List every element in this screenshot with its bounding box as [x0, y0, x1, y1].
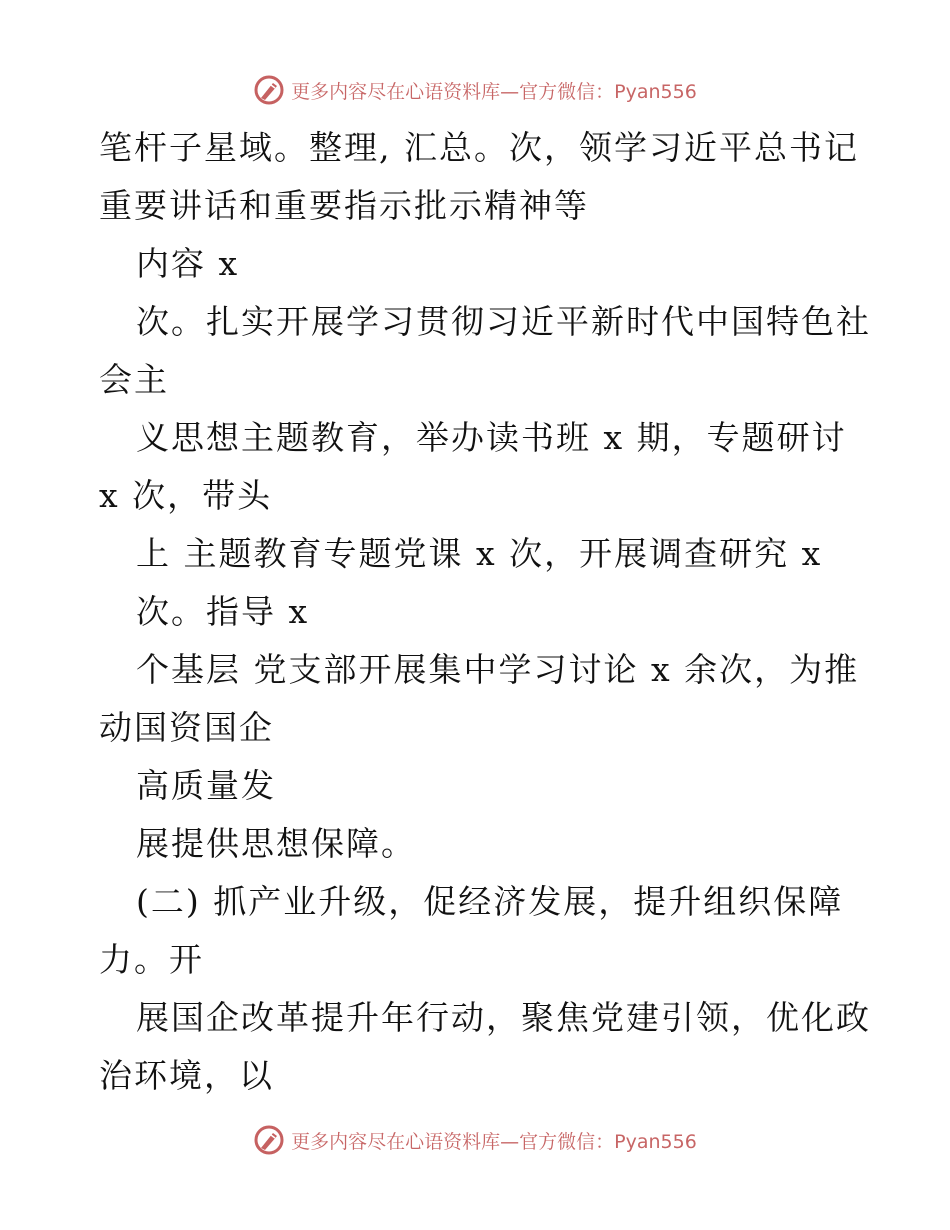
footer-watermark — [0, 1120, 950, 1160]
body-line: 义思想主题教育，举办读书班 x 期，专题研讨 — [136, 418, 847, 457]
body-line: x 次，带头 — [99, 476, 273, 515]
body-line: 动国资国企 — [99, 708, 274, 747]
body-line: 治环境，以 — [99, 1056, 274, 1095]
body-line: 展国企改革提升年行动，聚焦党建引领，优化政 — [136, 998, 871, 1037]
body-line: 高质量发 — [136, 766, 276, 805]
body-line: 展提供思想保障。 — [136, 824, 416, 863]
body-line: 上 主题教育专题党课 x 次，开展调查研究 x — [136, 534, 823, 573]
header-watermark — [0, 70, 950, 110]
pen-nib-logo-icon — [253, 1124, 285, 1156]
body-line: 次。指导 x — [136, 592, 310, 631]
body-line: 笔杆子星域。整理, 汇总。次，领学习近平总书记 — [99, 128, 859, 167]
body-line: 个基层 党支部开展集中学习讨论 x 余次，为推 — [136, 650, 860, 689]
body-line: 次。扎实开展学习贯彻习近平新时代中国特色社 — [136, 302, 871, 341]
body-line: 力。开 — [99, 940, 204, 979]
body-line: 会主 — [99, 360, 169, 399]
body-line: 内容 x — [136, 244, 240, 283]
watermark-text: 更多内容尽在心语资料库—官方微信：Pyan556 — [291, 1130, 697, 1153]
body-line: (二) 抓产业升级，促经济发展，提升组织保障 — [136, 882, 844, 921]
pen-nib-logo-icon — [253, 74, 285, 106]
body-line: 重要讲话和重要指示批示精神等 — [99, 186, 589, 225]
watermark-text: 更多内容尽在心语资料库—官方微信：Pyan556 — [291, 80, 697, 103]
